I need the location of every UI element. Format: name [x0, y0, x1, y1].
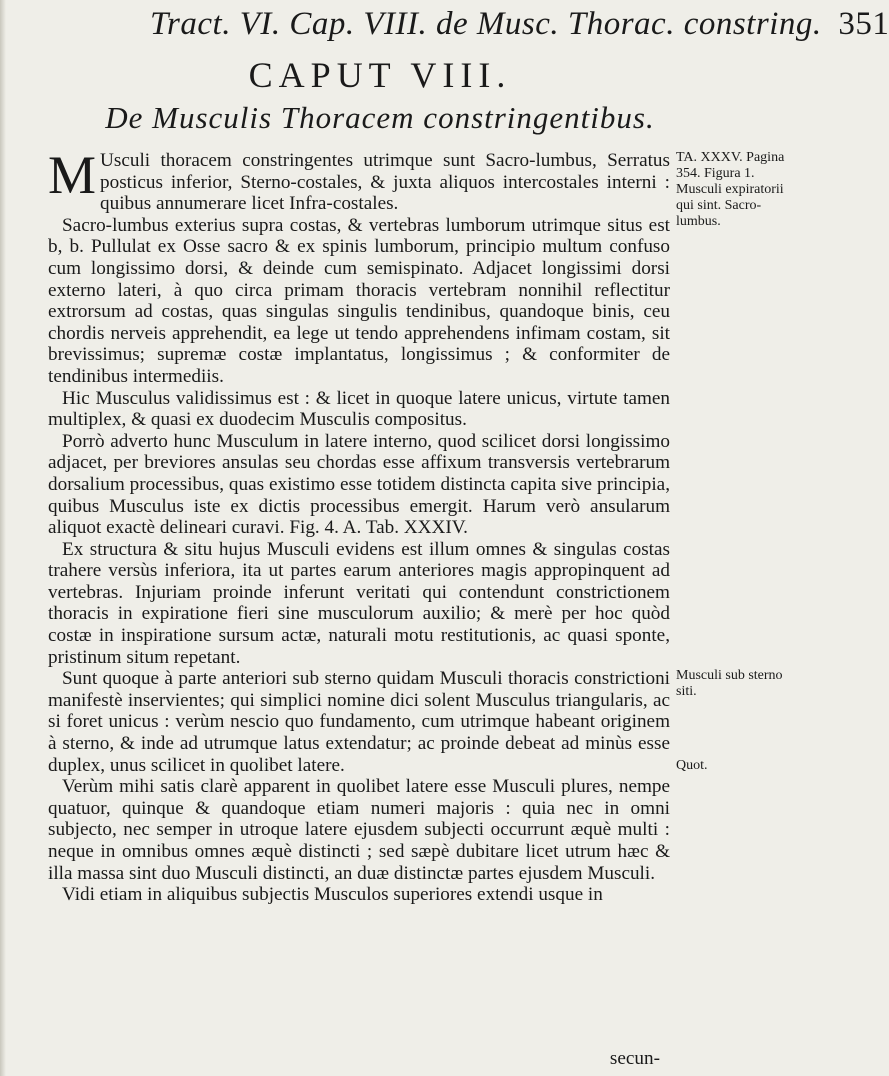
- chapter-subtitle: De Musculis Thoracem constringentibus.: [105, 100, 655, 135]
- paragraph-3: Hic Musculus validissimus est : & licet in quoque latere unicus, virtute tamen multiplex, & quasi ex duodecim Musculis compositus.: [48, 387, 670, 431]
- paragraph-6: Sunt quoque à parte anteriori sub sterno quidam Musculi thoracis constrictioni manifestè inservientes; qui simplici nomine dici solent Musculus triangularis, ac si foret unicus : verùm nescio quo fundamento, cum utrimque habeant originem à sterno, & inde ad utrumque latus extendatur; ac proinde debeat ad minùs esse duplex, unus scilicet in quolibet latere.: [48, 668, 670, 776]
- paragraph-7: Verùm mihi satis clarè apparent in quolibet latere esse Musculi plures, nempe quatuor, quinque & quandoque etiam numeri majoris : quia nec in omni subjecto, nec semper in utroque latere ejusdem subjecti occurrunt æquè multi : neque in omnibus omnes æquè distincti ; sed sæpè dubitare licet utrum hæc & illa massa sint duo Musculi distincti, an duæ distinctæ partes ejusdem Musculi.: [48, 776, 670, 884]
- page-binding-edge: [0, 0, 6, 1076]
- paragraph-2: Sacro-lumbus exterius supra costas, & vertebras lumborum utrimque situs est b, b. Pullulat ex Osse sacro & ex spinis lumborum, principio multum confuso cum longissimo dorsi, & deinde cum semispinato. Adjacet longissimi dorsi externo lateri, à quo circa primam thoracis vertebram nonnihil reflectitur extrorsum ad costas, quas singulas singulis tendinibus, quandoque binis, ceu chordis nerveis apprehendit, ea lege ut tendo apprehendens infimam costam, sit brevissimus; supremæ costæ implantatus, longissimus ; & conformiter de tendinibus intermediis.: [48, 214, 670, 387]
- paragraph-1-text: Usculi thoracem constringentes utrimque sunt Sacro-lumbus, Serratus posticus inferior, Sterno-costales, & juxta aliquos intercostales interni : quibus annumerare licet Infra-costales.: [100, 150, 670, 215]
- paragraph-5: Ex structura & situ hujus Musculi evidens est illum omnes & singulas costas trahere versùs inferiora, ita ut partes earum anteriores magis appropinquent ad vertebras. Injuriam proinde inferunt veritati qui contendunt constrictionem thoracis in expiratione fieri sine musculorum auxilio; & merè per hoc quòd costæ in inspiratione sursum actæ, naturali motu restitutionis, ac quasi sponte, pristinum situm repetant.: [48, 538, 670, 668]
- paragraph-4: Porrò adverto hunc Musculum in latere interno, quod scilicet dorsi longissimo adjacet, per breviores ansulas seu chordas esse affixum transversis vertebrarum dorsalium processibus, quas existimo esse totidem distincta capita sive principia, quibus Musculus iste ex dictis processibus emergit. Harum verò ansularum aliquot exactè delineari curavi. Fig. 4. A. Tab. XXXIV.: [48, 430, 670, 539]
- running-head-text: Tract. VI. Cap. VIII. de Musc. Thorac. constring.: [150, 6, 822, 42]
- catchword: secun-: [609, 1048, 660, 1069]
- page-number: 351: [838, 6, 889, 42]
- body-text: [48, 145, 670, 906]
- running-head: [150, 6, 889, 43]
- paragraph-8: Vidi etiam in aliquibus subjectis Musculos superiores extendi usque in: [62, 884, 603, 906]
- drop-cap: M: [48, 145, 97, 205]
- margin-note-quot: Quot.: [676, 758, 708, 773]
- chapter-title: CAPUT VIII.: [248, 55, 512, 95]
- margin-note-table-reference: TA. XXXV. Pagina 354. Figura 1. Musculi expiratorii qui sint. Sacro-lumbus.: [676, 150, 785, 229]
- paragraph-1: [48, 145, 670, 215]
- margin-note-sub-sterno: Musculi sub sterno siti.: [676, 668, 783, 699]
